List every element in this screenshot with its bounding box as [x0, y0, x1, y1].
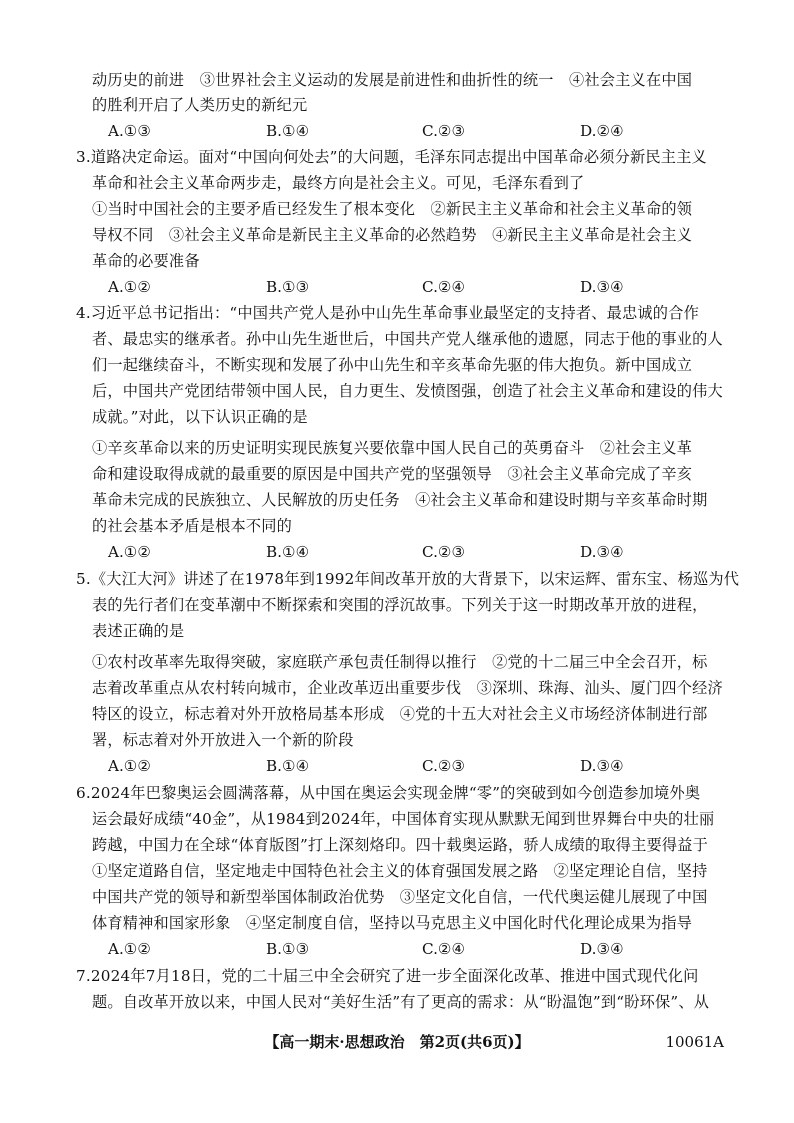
- answer-options: [108, 542, 728, 562]
- text-line: 命和建设取得成就的最重要的原因是中国共产党的坚强领导 ③社会主义革命完成了辛亥: [92, 465, 693, 483]
- option-d: D.③④: [580, 543, 624, 561]
- text-line: 者、最忠实的继承者。孙中山先生逝世后，中国共产党人继承他的遗愿，同志于他的事业的人: [92, 330, 723, 348]
- option-b: B.①④: [266, 757, 310, 775]
- option-c: C.②④: [422, 940, 466, 958]
- text-line: ①农村改革率先取得突破，家庭联产承包责任制得以推行 ②党的十二届三中全会召开，标: [92, 653, 708, 671]
- option-d: D.③④: [580, 757, 624, 775]
- answer-options: [108, 121, 728, 141]
- option-c: C.②④: [422, 278, 466, 296]
- option-d: D.②④: [580, 122, 624, 140]
- text-line: 的胜利开启了人类历史的新纪元: [92, 96, 308, 114]
- text-line: 动历史的前进 ③世界社会主义运动的发展是前进性和曲折性的统一 ④社会主义在中国: [92, 71, 693, 89]
- text-line: 们一起继续奋斗，不断实现和发展了孙中山先生和辛亥革命先驱的伟大抱负。新中国成立: [92, 356, 693, 374]
- answer-options: [108, 277, 728, 297]
- text-line: 署，标志着对外开放进入一个新的阶段: [92, 731, 354, 749]
- text-line: 成就。”对此，以下认识正确的是: [92, 408, 308, 426]
- option-c: C.②③: [422, 122, 466, 140]
- text-line: 革命未完成的民族独立、人民解放的历史任务 ④社会主义革命和建设时期与辛亥革命时期: [92, 491, 708, 509]
- text-line: 导权不同 ③社会主义革命是新民主主义革命的必然趋势 ④新民主主义革命是社会主义: [92, 226, 693, 244]
- option-b: B.①③: [266, 940, 310, 958]
- answer-options: [108, 756, 728, 776]
- text-line: 体育精神和国家形象 ④坚定制度自信，坚持以马克思主义中国化时代化理论成果为指导: [92, 914, 693, 932]
- text-line: 志着改革重点从农村转向城市，企业改革迈出重要步伐 ③深圳、珠海、汕头、厦门四个经济: [92, 679, 723, 697]
- text-line: 的社会基本矛盾是根本不同的: [92, 517, 293, 535]
- text-line: 运会最好成绩“40金”，从1984到2024年，中国体育实现从默默无闻到世界舞台中央的壮丽: [92, 810, 715, 828]
- footer-code: 10061A: [665, 1033, 724, 1051]
- option-a: A.①②: [108, 940, 152, 958]
- option-b: B.①④: [266, 543, 310, 561]
- page-footer: [0, 1030, 794, 1054]
- question-6-stem: 6.2024年巴黎奥运会圆满落幕，从中国在奥运会实现金牌“零”的突破到如今创造参加境外奥: [76, 784, 701, 802]
- option-b: B.①④: [266, 122, 310, 140]
- text-line: 表述正确的是: [92, 622, 185, 640]
- option-c: C.②③: [422, 543, 466, 561]
- option-a: A.①②: [108, 543, 152, 561]
- answer-options: [108, 939, 728, 959]
- question-3-stem: 3.道路决定命运。面对“中国向何处去”的大问题，毛泽东同志提出中国革命必须分新民主主义: [76, 148, 707, 166]
- footer-title: 【高一期末·思想政治 第2页(共6页)】: [264, 1033, 530, 1051]
- text-line: 跨越，中国力在全球“体育版图”打上深刻烙印。四十载奥运路，骄人成绩的取得主要得益于: [92, 836, 709, 854]
- text-line: 特区的设立，标志着对外开放格局基本形成 ④党的十五大对社会主义市场经济体制进行部: [92, 705, 708, 723]
- option-d: D.③④: [580, 940, 624, 958]
- text-line: 题。自改革开放以来，中国人民对“美好生活”有了更高的需求：从“盼温饱”到“盼环保”、从: [92, 993, 710, 1011]
- text-line: ①坚定道路自信，坚定地走中国特色社会主义的体育强国发展之路 ②坚定理论自信，坚持: [92, 862, 708, 880]
- option-a: A.①②: [108, 278, 152, 296]
- text-line: 革命和社会主义革命两步走，最终方向是社会主义。可见，毛泽东看到了: [92, 174, 585, 192]
- question-4-stem: 4.习近平总书记指出：“中国共产党人是孙中山先生革命事业最坚定的支持者、最忠诚的合作: [76, 304, 699, 322]
- option-a: A.①②: [108, 757, 152, 775]
- option-d: D.③④: [580, 278, 624, 296]
- text-line: 后，中国共产党团结带领中国人民，自力更生、发愤图强，创造了社会主义革命和建设的伟大: [92, 382, 723, 400]
- option-b: B.①③: [266, 278, 310, 296]
- text-line: 表的先行者们在变革潮中不断探索和突围的浮沉故事。下列关于这一时期改革开放的进程，: [92, 596, 708, 614]
- question-5-stem: 5.《大江大河》讲述了在1978年到1992年间改革开放的大背景下，以宋运辉、雷东宝、杨巡为代: [76, 570, 740, 588]
- text-line: 中国共产党的领导和新型举国体制政治优势 ③坚定文化自信，一代代奥运健儿展现了中国: [92, 888, 708, 906]
- text-line: 革命的必要准备: [92, 252, 200, 270]
- option-c: C.②③: [422, 757, 466, 775]
- option-a: A.①③: [108, 122, 152, 140]
- question-7-stem: 7.2024年7月18日，党的二十届三中全会研究了进一步全面深化改革、推进中国式现代化问: [76, 967, 699, 985]
- text-line: ①当时中国社会的主要矛盾已经发生了根本变化 ②新民主主义革命和社会主义革命的领: [92, 200, 693, 218]
- text-line: ①辛亥革命以来的历史证明实现民族复兴要依靠中国人民自己的英勇奋斗 ②社会主义革: [92, 439, 693, 457]
